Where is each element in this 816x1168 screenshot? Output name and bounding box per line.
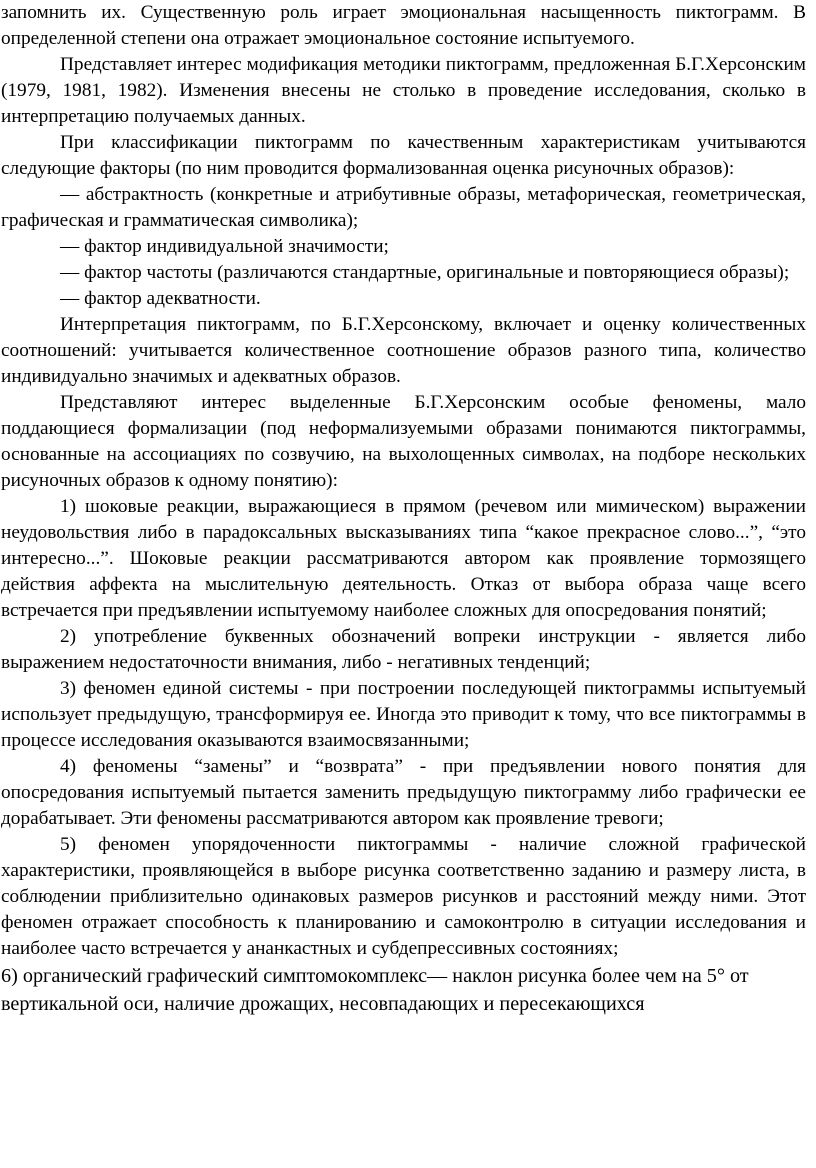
paragraph: Представляют интерес выделенные Б.Г.Херсонским особые феномены, мало поддающиеся формализации (под неформализуемыми образами понимаются пиктограммы, основанные на ассоциациях по созвучию, на выхолощенных символах, на подборе нескольких рисуночных образов к одному понятию): (1, 392, 806, 491)
paragraph: При классификации пиктограмм по качественным характеристикам учитываются следующие факторы (по ним проводится формализованная оценка рисуночных образов): (1, 132, 806, 179)
list-item: — фактор частоты (различаются стандартные, оригинальные и повторяющиеся образы); (60, 262, 790, 283)
list-item: 5) феномен упорядоченности пиктограммы - наличие сложной графической характеристики, проявляющейся в выборе рисунка соответственно заданию и размеру листа, в соблюдении приблизительно одинаковых размеров рисунков и расстояний между ними. Этот феномен отражает способность к планированию и самоконтролю в ситуации исследования и наиболее часто встречается у ананкастных и субдепрессивных состояниях; (1, 834, 806, 959)
list-item: — абстрактность (конкретные и атрибутивные образы, метафорическая, геометрическая, графическая и грамматическая символика); (1, 184, 806, 231)
list-item: 4) феномены “замены” и “возврата” - при предъявлении нового понятия для опосредования испытуемый пытается заменить предыдущую пиктограмму либо графически ее дорабатывает. Эти феномены рассматриваются автором как проявление тревоги; (1, 756, 806, 829)
list-item: 3) феномен единой системы - при построении последующей пиктограммы испытуемый использует предыдущую, трансформируя ее. Иногда это приводит к тому, что все пиктограммы в процессе исследования оказываются взаимосвязанными; (1, 678, 806, 751)
list-item: 6) органический графический симптомокомплекс— наклон рисунка более чем на 5° от вертикальной оси, наличие дрожащих, несовпадающих и пересекающихся (1, 965, 749, 1015)
list-item: — фактор адекватности. (60, 288, 261, 309)
list-item: — фактор индивидуальной значимости; (60, 236, 389, 257)
paragraph: Представляет интерес модификация методики пиктограмм, предложенная Б.Г.Херсонским (1979, 1981, 1982). Изменения внесены не столько в проведение исследования, сколько в интерпретацию получаемых данных. (1, 54, 806, 127)
paragraph: Интерпретация пиктограмм, по Б.Г.Херсонскому, включает и оценку количественных соотношений: учитывается количественное соотношение образов разного типа, количество индивидуально значимых и адекватных образов. (1, 314, 806, 387)
paragraph: запомнить их. Существенную роль играет эмоциональная насыщенность пиктограмм. В определенной степени она отражает эмоциональное состояние испытуемого. (1, 2, 806, 49)
list-item: 1) шоковые реакции, выражающиеся в прямом (речевом или мимическом) выражении неудовольствия либо в парадоксальных высказываниях типа “какое прекрасное слово...”, “это интересно...”. Шоковые реакции рассматриваются автором как проявление тормозящего действия аффекта на мыслительную деятельность. Отказ от выбора образа чаще всего встречается при предъявлении испытуемому наиболее сложных для опосредования понятий; (1, 496, 806, 621)
list-item: 2) употребление буквенных обозначений вопреки инструкции - является либо выражением недостаточности внимания, либо - негативных тенденций; (1, 626, 806, 673)
